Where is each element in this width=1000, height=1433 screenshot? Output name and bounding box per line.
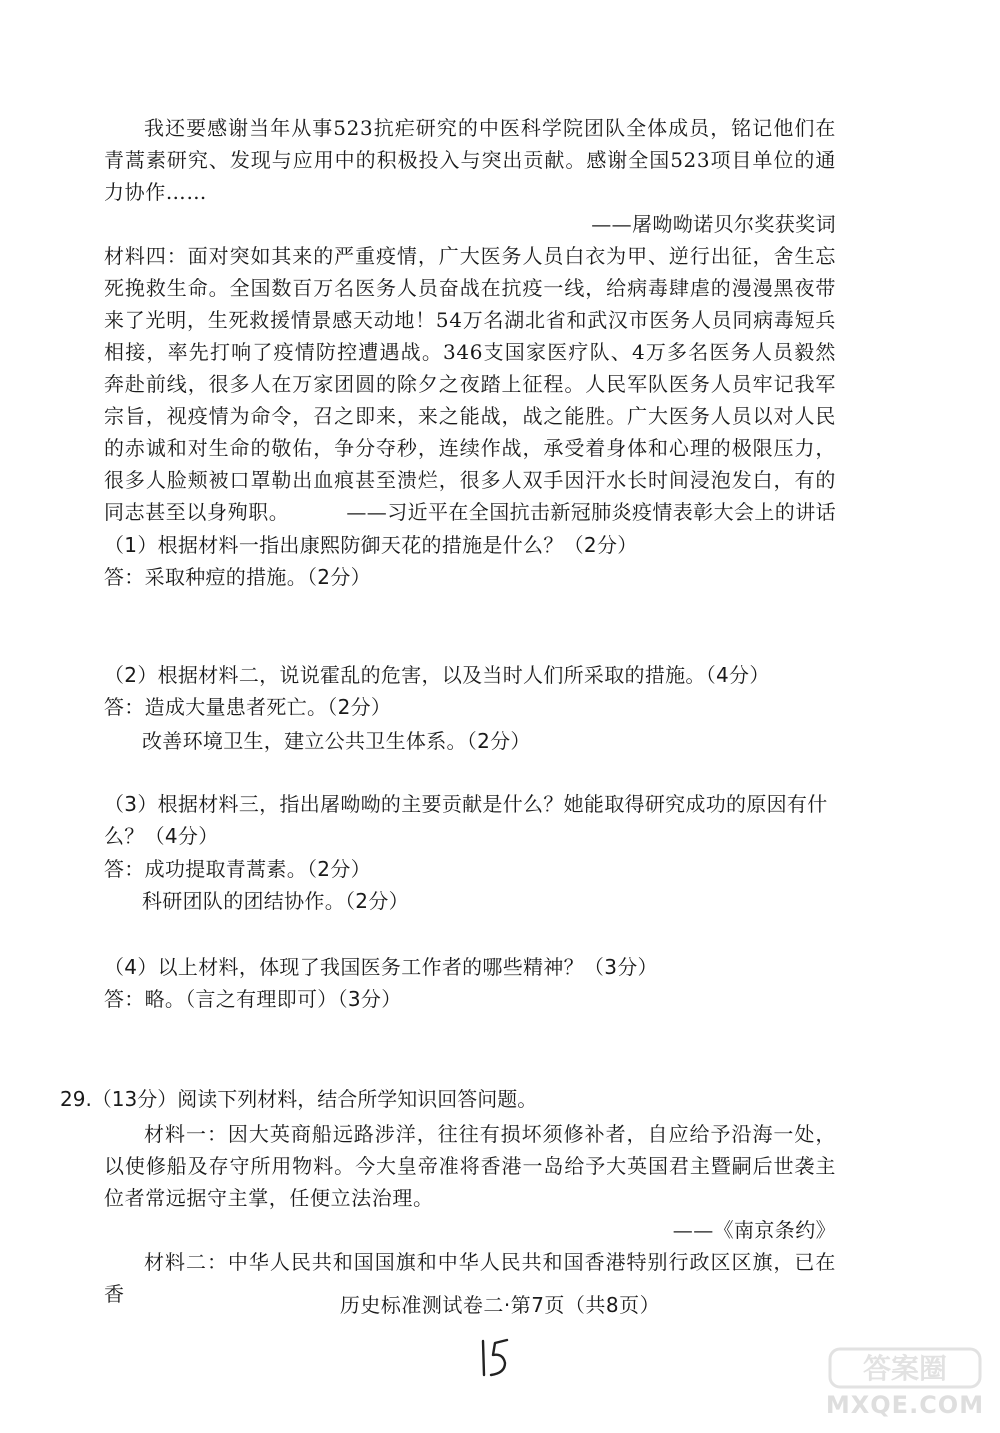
material-four-source: ——习近平在全国抗击新冠肺炎疫情表彰大会上的讲话 bbox=[346, 500, 836, 524]
answer-3-line-2: 科研团队的团结协作。（2分） bbox=[142, 889, 409, 913]
watermark-logo-icon bbox=[826, 1345, 986, 1389]
material-four: 材料四：面对突如其来的严重疫情，广大医务人员白衣为甲、逆行出征，舍生忘死挽救生命。全国数百万名医务人员奋战在抗疫一线，给病毒肆虐的漫漫黑夜带来了光明，生死救援情景感天动地！54万名湖北省和武汉市医务人员同病毒短兵相接，率先打响了疫情防控遭遇战。346支国家医疗队、4万多名医务人员毅然奔赴前线，很多人在万家团圆的除夕之夜踏上征程。人民军队医务人员牢记我军宗旨，视疫情为命令，召之即来，来之能战，战之能胜。广大医务人员以对人民的赤诚和对生命的敬佑，争分夺秒，连续作战，承受着身体和心理的极限压力，很多人脸颊被口罩勒出血痕甚至溃烂，很多人双手因汗水长时间浸泡发白，有的同志甚至以身殉职。 bbox=[104, 244, 836, 524]
q29-material-two: 材料二：中华人民共和国国旗和中华人民共和国香港特别行政区区旗，已在香 bbox=[104, 1250, 836, 1306]
watermark-logo-text: 答案圈 bbox=[862, 1352, 948, 1385]
question-1: （1）根据材料一指出康熙防御天花的措施是什么？（2分） bbox=[104, 533, 638, 557]
watermark-site: MXQE.COM bbox=[825, 1391, 985, 1419]
page-footer: 历史标准测试卷二·第7页（共8页） bbox=[339, 1293, 661, 1317]
q29-material-one-source: ——《南京条约》 bbox=[672, 1218, 836, 1242]
question-2: （2）根据材料二，说说霍乱的危害，以及当时人们所采取的措施。（4分） bbox=[104, 663, 770, 687]
answer-1: 答：采取种痘的措施。（2分） bbox=[104, 565, 371, 589]
question-4: （4）以上材料，体现了我国医务工作者的哪些精神？（3分） bbox=[104, 955, 658, 979]
handwritten-page-number bbox=[475, 1335, 515, 1380]
q29-material-one: 材料一：因大英商船远路涉洋，往往有损坏须修补者，自应给予沿海一处，以使修船及存守所用物料。今大皇帝准将香港一岛给予大英国君主暨嗣后世袭主位者常远据守主掌，任便立法治理。 bbox=[104, 1122, 836, 1210]
handwritten-15-icon bbox=[475, 1335, 515, 1380]
answer-2-line-1: 答：造成大量患者死亡。（2分） bbox=[104, 695, 392, 719]
quote-thanks-source: ——屠呦呦诺贝尔奖获奖词 bbox=[591, 212, 836, 236]
quote-thanks: 我还要感谢当年从事523抗疟研究的中医科学院团队全体成员，铭记他们在青蒿素研究、发现与应用中的积极投入与突出贡献。感谢全国523项目单位的通力协作…… bbox=[104, 116, 836, 204]
answer-4: 答：略。（言之有理即可）（3分） bbox=[104, 987, 402, 1011]
question-3: （3）根据材料三，指出屠呦呦的主要贡献是什么？她能取得研究成功的原因有什么？（4分） bbox=[104, 792, 828, 848]
answer-2-line-2: 改善环境卫生，建立公共卫生体系。（2分） bbox=[142, 729, 531, 753]
watermark bbox=[820, 1345, 990, 1425]
answer-3-line-1: 答：成功提取青蒿素。（2分） bbox=[104, 857, 371, 881]
question-29-header: 29.（13分）阅读下列材料，结合所学知识回答问题。 bbox=[60, 1087, 538, 1111]
